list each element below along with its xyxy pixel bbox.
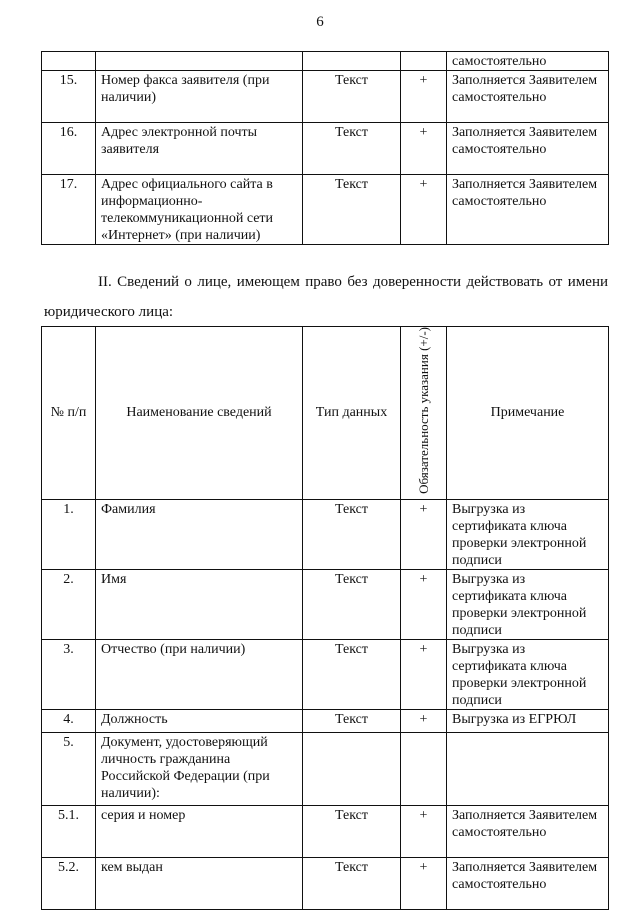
cell-required: + bbox=[401, 569, 447, 639]
cell-type: Текст bbox=[303, 857, 401, 909]
cell-num: 3. bbox=[42, 639, 96, 709]
cell-required bbox=[401, 52, 447, 71]
table-row bbox=[42, 52, 609, 71]
cell-name: Номер факса заявителя (при наличии) bbox=[96, 71, 303, 123]
header-note: Примечание bbox=[447, 327, 609, 500]
cell-required: + bbox=[401, 709, 447, 732]
table-row bbox=[42, 709, 609, 732]
cell-name: Имя bbox=[96, 569, 303, 639]
header-type: Тип данных bbox=[303, 327, 401, 500]
cell-num: 16. bbox=[42, 123, 96, 175]
cell-required: + bbox=[401, 175, 447, 245]
cell-num: 5. bbox=[42, 732, 96, 805]
cell-num bbox=[42, 52, 96, 71]
header-required-text: Обязательность указания (+/-) bbox=[415, 327, 431, 494]
header-name: Наименование сведений bbox=[96, 327, 303, 500]
cell-num: 2. bbox=[42, 569, 96, 639]
cell-name: Адрес официального сайта в информационно-телекоммуникационной сети «Интернет» (при наличии) bbox=[96, 175, 303, 245]
table-row bbox=[42, 175, 609, 245]
cell-note: Выгрузка из сертификата ключа проверки электронной подписи bbox=[447, 499, 609, 569]
cell-name: Должность bbox=[96, 709, 303, 732]
cell-type: Текст bbox=[303, 639, 401, 709]
table-continued bbox=[41, 51, 609, 245]
table-row bbox=[42, 639, 609, 709]
section-heading bbox=[44, 267, 608, 327]
cell-name: серия и номер bbox=[96, 805, 303, 857]
cell-required bbox=[401, 732, 447, 805]
cell-name bbox=[96, 52, 303, 71]
cell-type bbox=[303, 732, 401, 805]
cell-required: + bbox=[401, 123, 447, 175]
table-row bbox=[42, 805, 609, 857]
cell-type: Текст bbox=[303, 569, 401, 639]
cell-num: 4. bbox=[42, 709, 96, 732]
cell-num: 15. bbox=[42, 71, 96, 123]
page-number: 6 bbox=[316, 14, 324, 30]
table-row bbox=[42, 732, 609, 805]
cell-note: Выгрузка из ЕГРЮЛ bbox=[447, 709, 609, 732]
cell-type: Текст bbox=[303, 499, 401, 569]
cell-required: + bbox=[401, 499, 447, 569]
table-row bbox=[42, 499, 609, 569]
cell-type: Текст bbox=[303, 123, 401, 175]
cell-type: Текст bbox=[303, 175, 401, 245]
cell-num: 5.2. bbox=[42, 857, 96, 909]
section-heading-line1: II. Сведений о лице, имеющем право без доверенности действовать от имени bbox=[98, 274, 608, 290]
cell-note: Выгрузка из сертификата ключа проверки электронной подписи bbox=[447, 569, 609, 639]
cell-note: Заполняется Заявителем самостоятельно bbox=[447, 71, 609, 123]
cell-num: 5.1. bbox=[42, 805, 96, 857]
cell-note: Заполняется Заявителем самостоятельно bbox=[447, 175, 609, 245]
cell-num: 1. bbox=[42, 499, 96, 569]
cell-type: Текст bbox=[303, 71, 401, 123]
cell-name: Отчество (при наличии) bbox=[96, 639, 303, 709]
table-row bbox=[42, 857, 609, 909]
cell-required: + bbox=[401, 857, 447, 909]
table-authorized-person bbox=[41, 326, 609, 910]
table-row bbox=[42, 71, 609, 123]
table-header-row bbox=[42, 327, 609, 500]
cell-name: кем выдан bbox=[96, 857, 303, 909]
cell-note: Выгрузка из сертификата ключа проверки электронной подписи bbox=[447, 639, 609, 709]
cell-name: Адрес электронной почты заявителя bbox=[96, 123, 303, 175]
cell-note: Заполняется Заявителем самостоятельно bbox=[447, 857, 609, 909]
cell-num: 17. bbox=[42, 175, 96, 245]
cell-note: Заполняется Заявителем самостоятельно bbox=[447, 123, 609, 175]
cell-required: + bbox=[401, 71, 447, 123]
cell-note: Заполняется Заявителем самостоятельно bbox=[447, 805, 609, 857]
cell-type bbox=[303, 52, 401, 71]
cell-name: Документ, удостоверяющий личность гражданина Российской Федерации (при наличии): bbox=[96, 732, 303, 805]
cell-required: + bbox=[401, 805, 447, 857]
cell-type: Текст bbox=[303, 805, 401, 857]
header-num: № п/п bbox=[42, 327, 96, 500]
cell-note: самостоятельно bbox=[447, 52, 609, 71]
cell-required: + bbox=[401, 639, 447, 709]
cell-name: Фамилия bbox=[96, 499, 303, 569]
header-required bbox=[401, 327, 447, 500]
cell-type: Текст bbox=[303, 709, 401, 732]
cell-note bbox=[447, 732, 609, 805]
section-heading-line2: юридического лица: bbox=[44, 304, 174, 320]
table-row bbox=[42, 123, 609, 175]
table-row bbox=[42, 569, 609, 639]
